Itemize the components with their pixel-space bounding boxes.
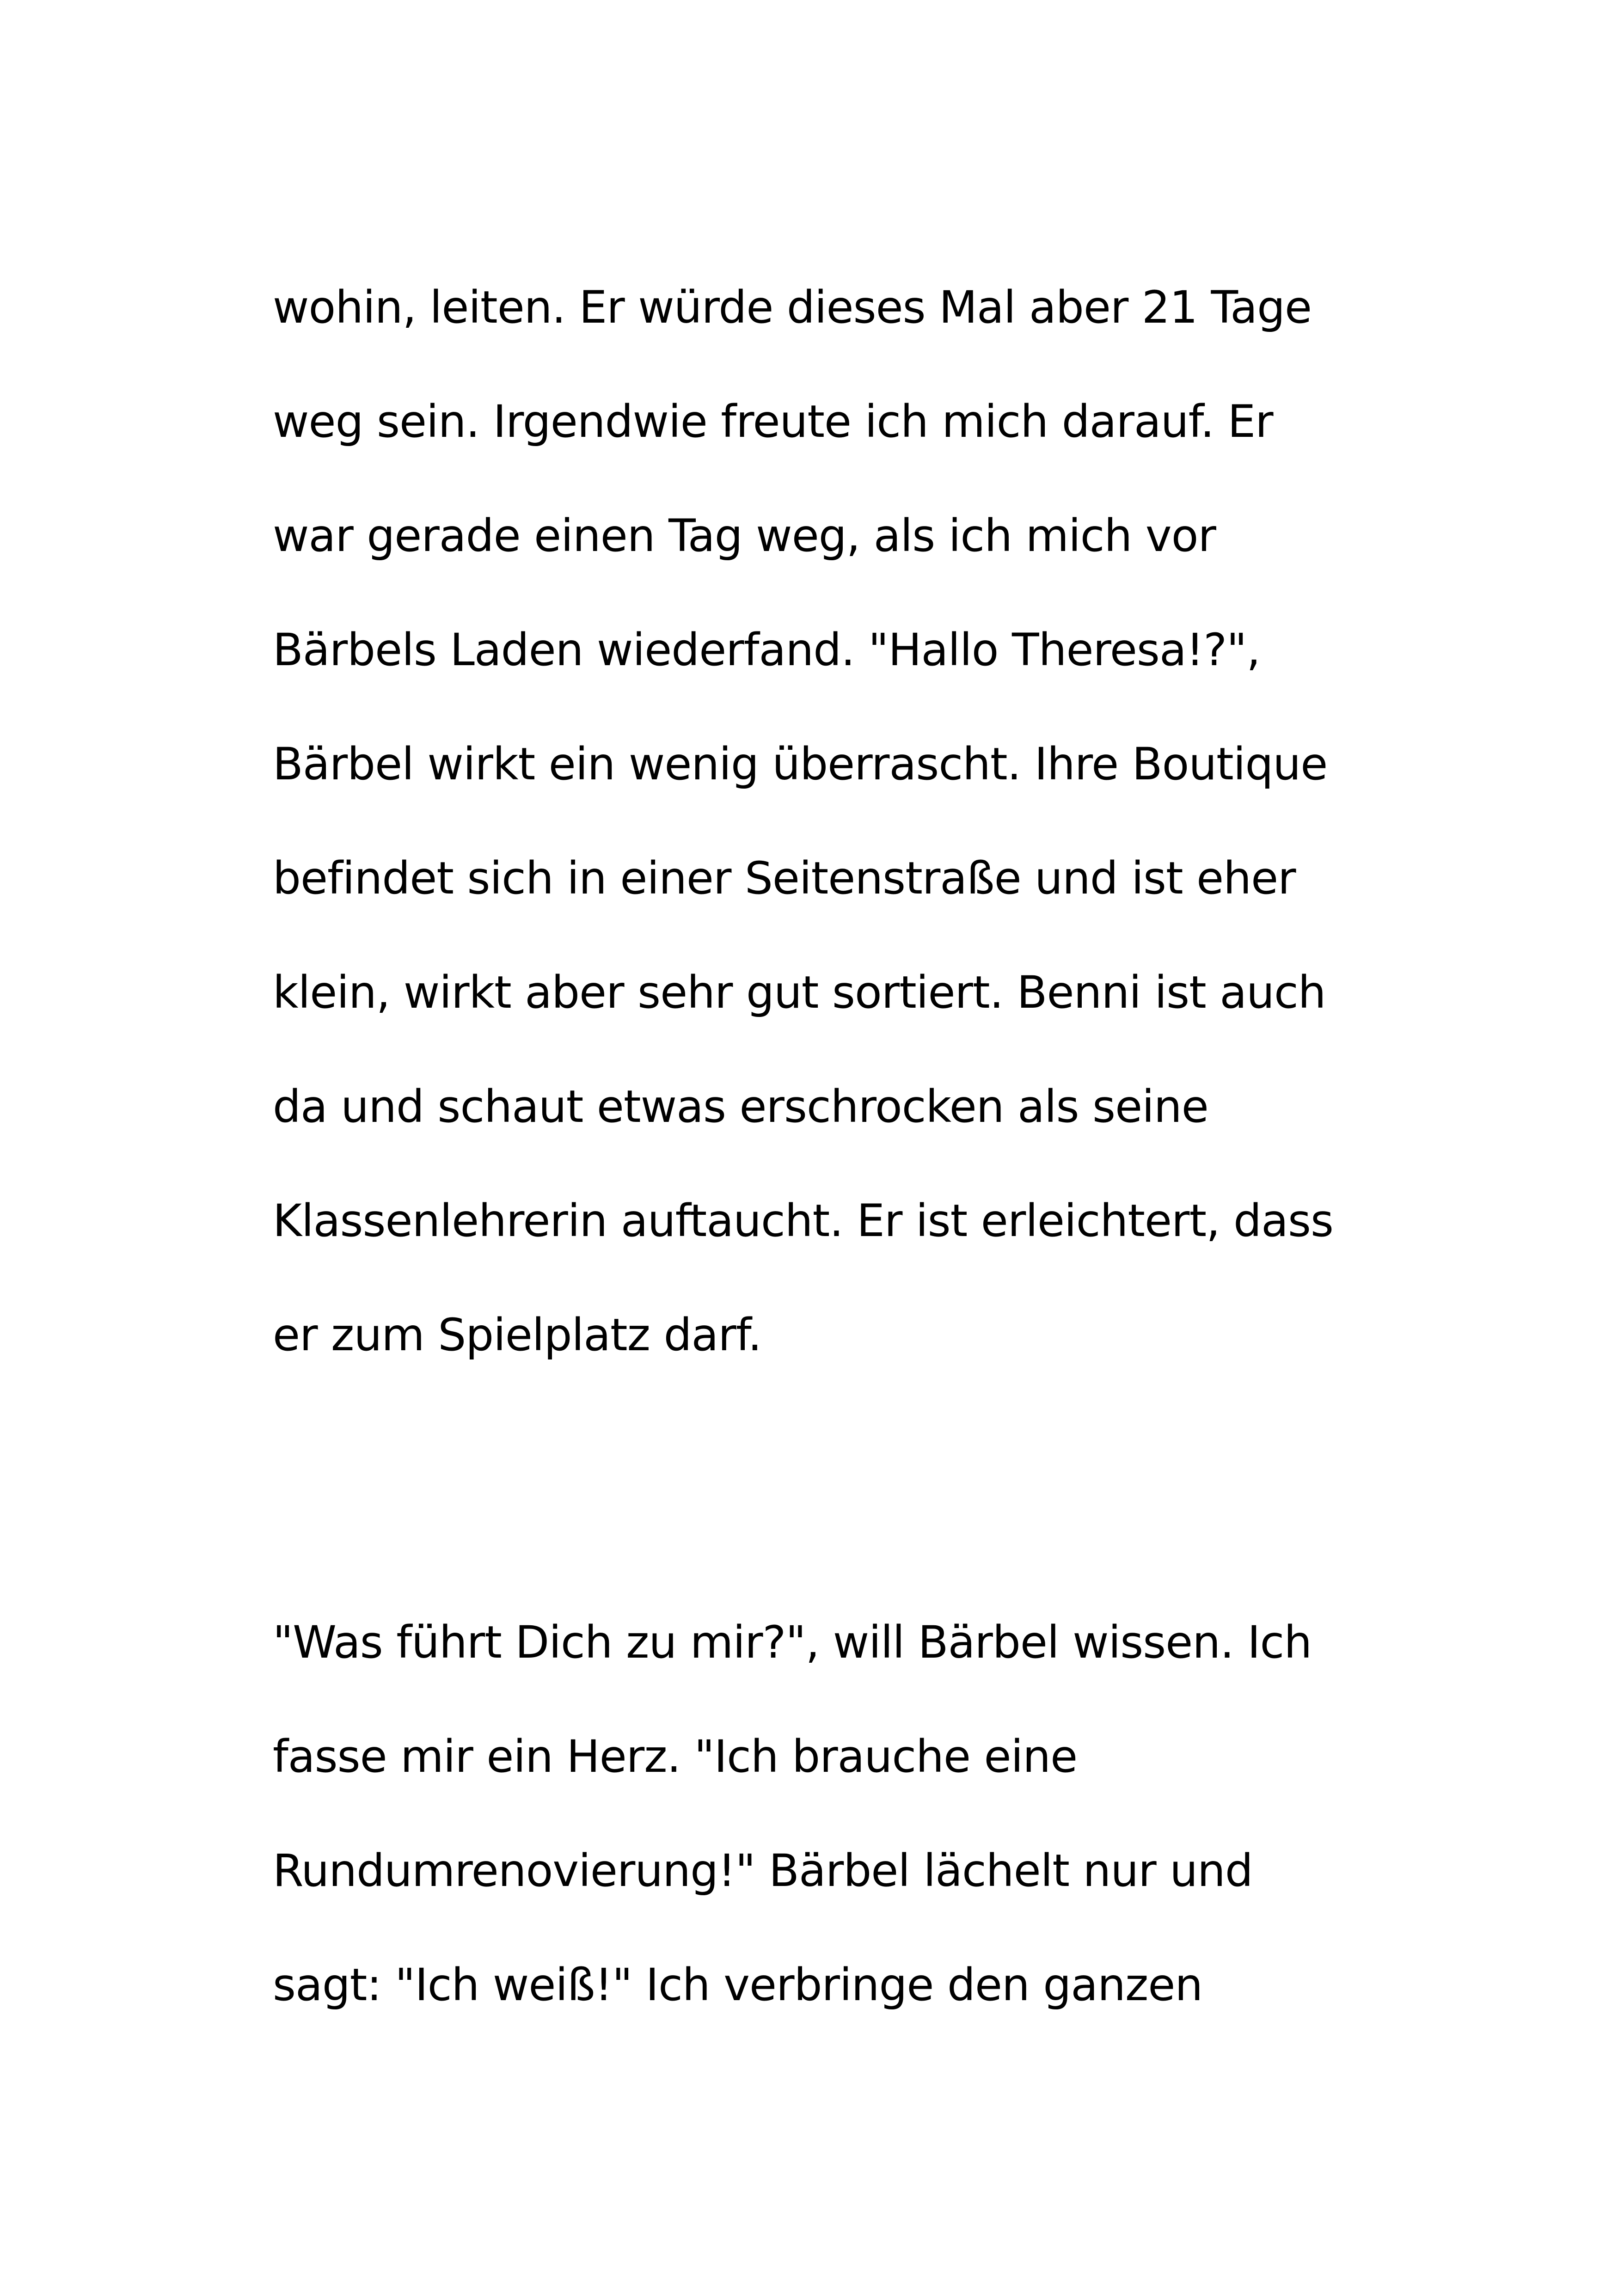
text-line: er zum Spielplatz darf. [273,1309,762,1361]
paragraph-1 [273,282,1428,1427]
text-line: befindet sich in einer Seitenstraße und ist eher [273,852,1296,904]
text-line: klein, wirkt aber sehr gut sortiert. Benni ist auch [273,967,1326,1018]
text-line: Bärbels Laden wiederfand. "Hallo Theresa!?", [273,624,1260,676]
text-line: war gerade einen Tag weg, als ich mich vor [273,510,1216,562]
text-line: Rundumrenovierung!" Bärbel lächelt nur und [273,1845,1253,1897]
text-line: wohin, leiten. Er würde dieses Mal aber 21 Tage [273,282,1312,333]
paragraph-2 [273,1616,1428,2077]
text-line: fasse mir ein Herz. "Ich brauche eine [273,1731,1078,1782]
text-line: Bärbel wirkt ein wenig überrascht. Ihre Boutique [273,738,1328,790]
text-line: "Was führt Dich zu mir?", will Bärbel wissen. Ich [273,1616,1312,1668]
text-line: sagt: "Ich weiß!" Ich verbringe den ganzen [273,1959,1203,2011]
text-line: Klassenlehrerin auftaucht. Er ist erleichtert, dass [273,1195,1333,1247]
text-line: da und schaut etwas erschrocken als seine [273,1081,1208,1133]
text-line: weg sein. Irgendwie freute ich mich darauf. Er [273,396,1273,447]
